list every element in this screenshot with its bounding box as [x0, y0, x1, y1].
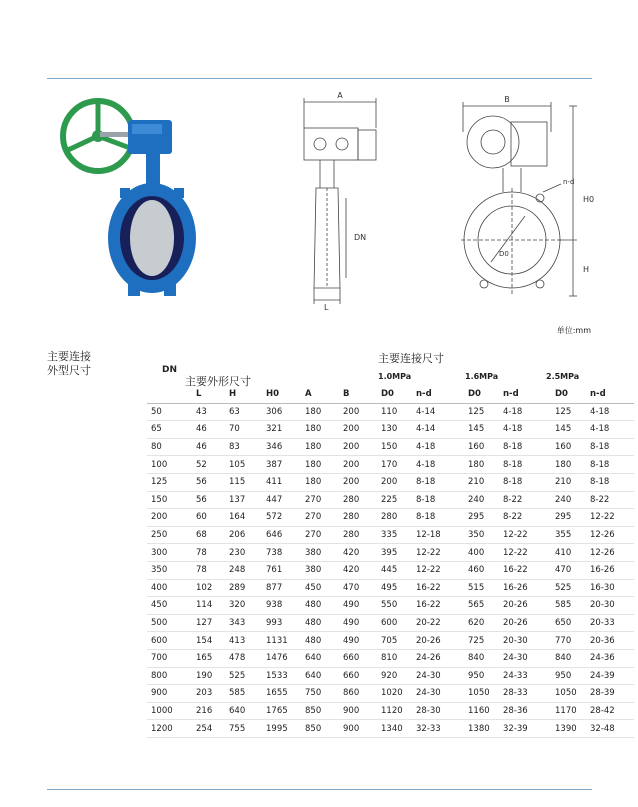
table-cell: 410 [551, 544, 586, 562]
section-label-line-1: 主要连接 [47, 350, 91, 363]
table-cell: 413 [225, 632, 262, 650]
table-cell: 1050 [551, 685, 586, 703]
table-cell: 490 [339, 632, 377, 650]
table-cell: 993 [262, 614, 301, 632]
table-cell: 270 [301, 526, 339, 544]
table-cell: 420 [339, 561, 377, 579]
table-cell: 1020 [377, 685, 412, 703]
dn-cell: 400 [147, 579, 192, 597]
dn-cell: 50 [147, 403, 192, 421]
table-cell: 860 [339, 685, 377, 703]
table-cell: 165 [192, 649, 225, 667]
table-cell: 248 [225, 561, 262, 579]
table-cell: 20-30 [499, 632, 551, 650]
table-cell: 240 [551, 491, 586, 509]
table-cell: 4-18 [499, 403, 551, 421]
dim-h-label: H [583, 265, 590, 274]
table-cell: 295 [464, 509, 499, 527]
table-cell: 254 [192, 720, 225, 738]
dim-a-label: A [337, 91, 343, 100]
table-cell: 180 [301, 403, 339, 421]
table-cell: 938 [262, 597, 301, 615]
table-cell: 16-26 [586, 561, 634, 579]
table-cell: 190 [192, 667, 225, 685]
table-cell: 24-36 [586, 649, 634, 667]
dn-cell: 250 [147, 526, 192, 544]
table-cell: 750 [301, 685, 339, 703]
table-cell: 411 [262, 473, 301, 491]
table-cell: 321 [262, 421, 301, 439]
table-cell: 32-39 [499, 720, 551, 738]
table-cell: 225 [377, 491, 412, 509]
bottom-divider [47, 789, 592, 790]
table-cell: 16-30 [586, 579, 634, 597]
table-cell: 295 [551, 509, 586, 527]
table-cell: 755 [225, 720, 262, 738]
table-cell: 355 [551, 526, 586, 544]
table-cell: 470 [551, 561, 586, 579]
table-cell: 180 [301, 473, 339, 491]
table-cell: 216 [192, 702, 225, 720]
table-cell: 810 [377, 649, 412, 667]
table-cell: 1995 [262, 720, 301, 738]
table-cell: 60 [192, 509, 225, 527]
table-cell: 525 [551, 579, 586, 597]
table-cell: 280 [339, 491, 377, 509]
table-cell: 12-22 [499, 544, 551, 562]
table-cell: 170 [377, 456, 412, 474]
table-cell: 180 [301, 438, 339, 456]
table-cell: 8-18 [586, 438, 634, 456]
table-cell: 450 [301, 579, 339, 597]
table-row [147, 649, 634, 667]
table-cell: 585 [551, 597, 586, 615]
pressure-label-2-5: 2.5MPa [546, 372, 580, 381]
table-row [147, 614, 634, 632]
section-label-line-2: 外型尺寸 [47, 364, 91, 377]
table-cell: 660 [339, 649, 377, 667]
table-cell: 24-30 [499, 649, 551, 667]
table-row [147, 491, 634, 509]
table-cell: 200 [339, 456, 377, 474]
table-cell: 43 [192, 403, 225, 421]
table-cell: 154 [192, 632, 225, 650]
table-cell: 270 [301, 509, 339, 527]
table-cell: 1390 [551, 720, 586, 738]
table-cell: 24-26 [412, 649, 464, 667]
table-cell: 102 [192, 579, 225, 597]
table-cell: 572 [262, 509, 301, 527]
table-cell: 585 [225, 685, 262, 703]
table-row [147, 632, 634, 650]
table-cell: 950 [551, 667, 586, 685]
table-cell: 420 [339, 544, 377, 562]
table-cell: 1655 [262, 685, 301, 703]
dim-nd-label: n-d [563, 178, 575, 186]
table-cell: 840 [464, 649, 499, 667]
table-cell: 125 [551, 403, 586, 421]
side-view-drawing [290, 88, 390, 313]
table-cell: 478 [225, 649, 262, 667]
table-cell: 1170 [551, 702, 586, 720]
table-cell: 550 [377, 597, 412, 615]
table-cell: 8-18 [412, 509, 464, 527]
table-cell: 4-14 [412, 403, 464, 421]
table-cell: 180 [464, 456, 499, 474]
table-row [147, 685, 634, 703]
table-cell: 210 [551, 473, 586, 491]
table-header-cell: D0 [377, 386, 412, 403]
table-cell: 200 [339, 438, 377, 456]
table-cell: 150 [377, 438, 412, 456]
table-cell: 8-18 [412, 491, 464, 509]
table-cell: 180 [551, 456, 586, 474]
table-cell: 1765 [262, 702, 301, 720]
table-cell: 32-48 [586, 720, 634, 738]
table-cell: 137 [225, 491, 262, 509]
table-cell: 738 [262, 544, 301, 562]
table-cell: 12-26 [586, 526, 634, 544]
table-header-cell: n-d [412, 386, 464, 403]
dn-cell: 1000 [147, 702, 192, 720]
table-cell: 28-39 [586, 685, 634, 703]
table-cell: 24-33 [499, 667, 551, 685]
table-cell: 180 [301, 456, 339, 474]
dim-l-label: L [324, 303, 329, 312]
dim-h0-label: H0 [583, 195, 595, 204]
table-row [147, 667, 634, 685]
table-header-cell: B [339, 386, 377, 403]
dn-cell: 700 [147, 649, 192, 667]
table-cell: 8-22 [586, 491, 634, 509]
pressure-label-1-0: 1.0MPa [378, 372, 412, 381]
section-label [47, 350, 127, 378]
table-cell: 515 [464, 579, 499, 597]
unit-note: 单位:mm [556, 326, 591, 335]
table-cell: 620 [464, 614, 499, 632]
table-cell: 346 [262, 438, 301, 456]
table-cell: 180 [301, 421, 339, 439]
table-cell: 8-18 [586, 456, 634, 474]
dn-cell: 200 [147, 509, 192, 527]
table-cell: 200 [339, 473, 377, 491]
table-cell: 20-33 [586, 614, 634, 632]
table-cell: 28-30 [412, 702, 464, 720]
dimension-table-body [147, 386, 634, 737]
table-cell: 400 [464, 544, 499, 562]
table-cell: 230 [225, 544, 262, 562]
table-cell: 4-18 [586, 403, 634, 421]
table-row [147, 544, 634, 562]
top-divider [47, 78, 592, 79]
table-cell: 470 [339, 579, 377, 597]
table-cell: 395 [377, 544, 412, 562]
table-cell: 660 [339, 667, 377, 685]
table-cell: 343 [225, 614, 262, 632]
table-cell: 127 [192, 614, 225, 632]
table-cell: 12-26 [586, 544, 634, 562]
table-cell: 12-22 [499, 526, 551, 544]
dn-cell: 900 [147, 685, 192, 703]
table-row [147, 579, 634, 597]
table-cell: 8-22 [499, 491, 551, 509]
table-cell: 8-18 [499, 456, 551, 474]
table-cell: 12-18 [412, 526, 464, 544]
table-cell: 114 [192, 597, 225, 615]
table-cell: 200 [339, 403, 377, 421]
table-cell: 46 [192, 421, 225, 439]
table-cell: 1340 [377, 720, 412, 738]
table-cell: 20-30 [586, 597, 634, 615]
table-cell: 480 [301, 632, 339, 650]
table-cell: 206 [225, 526, 262, 544]
table-cell: 705 [377, 632, 412, 650]
table-row [147, 597, 634, 615]
table-cell: 68 [192, 526, 225, 544]
table-cell: 20-26 [499, 597, 551, 615]
table-cell: 480 [301, 614, 339, 632]
valve-photo [60, 88, 220, 308]
table-cell: 640 [301, 649, 339, 667]
table-cell: 145 [551, 421, 586, 439]
table-row [147, 473, 634, 491]
table-cell: 1050 [464, 685, 499, 703]
table-row [147, 403, 634, 421]
table-cell: 20-26 [499, 614, 551, 632]
table-row [147, 509, 634, 527]
table-row [147, 421, 634, 439]
table-cell: 280 [377, 509, 412, 527]
table-cell: 490 [339, 614, 377, 632]
table-cell: 16-22 [412, 579, 464, 597]
table-cell: 380 [301, 544, 339, 562]
table-cell: 16-26 [499, 579, 551, 597]
table-cell: 8-18 [499, 438, 551, 456]
table-header-cell: n-d [586, 386, 634, 403]
table-cell: 203 [192, 685, 225, 703]
table-cell: 380 [301, 561, 339, 579]
table-cell: 770 [551, 632, 586, 650]
table-cell: 32-33 [412, 720, 464, 738]
table-cell: 130 [377, 421, 412, 439]
table-cell: 270 [301, 491, 339, 509]
table-cell: 8-22 [499, 509, 551, 527]
dn-column-heading: DN [162, 365, 178, 375]
table-cell: 877 [262, 579, 301, 597]
table-cell: 1160 [464, 702, 499, 720]
dn-cell: 800 [147, 667, 192, 685]
table-cell: 387 [262, 456, 301, 474]
table-cell: 56 [192, 491, 225, 509]
table-cell: 4-18 [412, 456, 464, 474]
table-cell: 28-36 [499, 702, 551, 720]
table-cell: 4-18 [412, 438, 464, 456]
table-row [147, 526, 634, 544]
table-cell: 145 [464, 421, 499, 439]
table-cell: 16-22 [499, 561, 551, 579]
table-cell: 565 [464, 597, 499, 615]
table-cell: 164 [225, 509, 262, 527]
pressure-label-1-6: 1.6MPa [465, 372, 499, 381]
table-cell: 110 [377, 403, 412, 421]
table-cell: 12-22 [412, 544, 464, 562]
dn-cell: 150 [147, 491, 192, 509]
table-cell: 240 [464, 491, 499, 509]
table-cell: 900 [339, 702, 377, 720]
dim-d0-label: D0 [499, 250, 509, 258]
table-cell: 200 [339, 421, 377, 439]
table-header-cell: D0 [551, 386, 586, 403]
table-cell: 78 [192, 544, 225, 562]
table-cell: 4-14 [412, 421, 464, 439]
table-cell: 646 [262, 526, 301, 544]
table-cell: 20-22 [412, 614, 464, 632]
table-cell: 160 [464, 438, 499, 456]
table-cell: 16-22 [412, 597, 464, 615]
table-cell: 4-18 [586, 421, 634, 439]
table-cell: 920 [377, 667, 412, 685]
table-cell: 8-18 [499, 473, 551, 491]
table-cell: 460 [464, 561, 499, 579]
dimension-table [147, 386, 634, 738]
table-cell: 640 [225, 702, 262, 720]
table-cell: 4-18 [499, 421, 551, 439]
table-cell: 280 [339, 526, 377, 544]
table-cell: 125 [464, 403, 499, 421]
table-header-row [147, 386, 634, 403]
table-cell: 445 [377, 561, 412, 579]
table-cell: 495 [377, 579, 412, 597]
table-cell: 525 [225, 667, 262, 685]
table-cell: 480 [301, 597, 339, 615]
table-cell: 24-30 [412, 685, 464, 703]
dn-cell: 65 [147, 421, 192, 439]
dn-cell: 450 [147, 597, 192, 615]
table-cell: 70 [225, 421, 262, 439]
table-cell: 289 [225, 579, 262, 597]
table-row [147, 702, 634, 720]
table-header-cell: H [225, 386, 262, 403]
dn-cell: 1200 [147, 720, 192, 738]
table-cell: 78 [192, 561, 225, 579]
front-view-drawing [455, 92, 605, 314]
table-cell: 306 [262, 403, 301, 421]
table-cell: 1476 [262, 649, 301, 667]
dn-cell: 300 [147, 544, 192, 562]
table-cell: 725 [464, 632, 499, 650]
table-cell: 24-30 [412, 667, 464, 685]
table-cell: 63 [225, 403, 262, 421]
table-cell: 640 [301, 667, 339, 685]
table-header-cell [147, 386, 192, 403]
dn-cell: 600 [147, 632, 192, 650]
dn-cell: 80 [147, 438, 192, 456]
table-cell: 600 [377, 614, 412, 632]
table-cell: 115 [225, 473, 262, 491]
table-row [147, 720, 634, 738]
outline-dimensions-heading: 主要外形尺寸 [185, 375, 251, 388]
table-cell: 350 [464, 526, 499, 544]
table-row [147, 438, 634, 456]
dn-cell: 125 [147, 473, 192, 491]
dim-b-label: B [504, 95, 510, 104]
table-cell: 160 [551, 438, 586, 456]
dn-cell: 100 [147, 456, 192, 474]
table-cell: 1380 [464, 720, 499, 738]
connection-dimensions-heading: 主要连接尺寸 [378, 352, 444, 365]
table-row [147, 456, 634, 474]
table-cell: 12-22 [412, 561, 464, 579]
table-header-cell: D0 [464, 386, 499, 403]
dn-cell: 350 [147, 561, 192, 579]
table-cell: 24-39 [586, 667, 634, 685]
table-header-cell: L [192, 386, 225, 403]
table-cell: 761 [262, 561, 301, 579]
table-cell: 46 [192, 438, 225, 456]
table-cell: 950 [464, 667, 499, 685]
table-header-cell: H0 [262, 386, 301, 403]
table-cell: 490 [339, 597, 377, 615]
dn-cell: 500 [147, 614, 192, 632]
table-header-cell: n-d [499, 386, 551, 403]
table-cell: 20-36 [586, 632, 634, 650]
table-cell: 1533 [262, 667, 301, 685]
table-cell: 280 [339, 509, 377, 527]
dim-dn-label: DN [354, 233, 367, 242]
table-cell: 28-33 [499, 685, 551, 703]
table-header-cell: A [301, 386, 339, 403]
table-cell: 8-18 [586, 473, 634, 491]
table-cell: 200 [377, 473, 412, 491]
table-cell: 320 [225, 597, 262, 615]
table-cell: 650 [551, 614, 586, 632]
table-cell: 1120 [377, 702, 412, 720]
table-row [147, 561, 634, 579]
table-cell: 8-18 [412, 473, 464, 491]
table-cell: 28-42 [586, 702, 634, 720]
table-cell: 56 [192, 473, 225, 491]
table-cell: 105 [225, 456, 262, 474]
table-cell: 850 [301, 702, 339, 720]
table-cell: 335 [377, 526, 412, 544]
table-cell: 840 [551, 649, 586, 667]
table-cell: 850 [301, 720, 339, 738]
table-cell: 52 [192, 456, 225, 474]
table-cell: 210 [464, 473, 499, 491]
table-cell: 900 [339, 720, 377, 738]
table-cell: 12-22 [586, 509, 634, 527]
table-cell: 83 [225, 438, 262, 456]
table-cell: 447 [262, 491, 301, 509]
table-cell: 20-26 [412, 632, 464, 650]
table-cell: 1131 [262, 632, 301, 650]
